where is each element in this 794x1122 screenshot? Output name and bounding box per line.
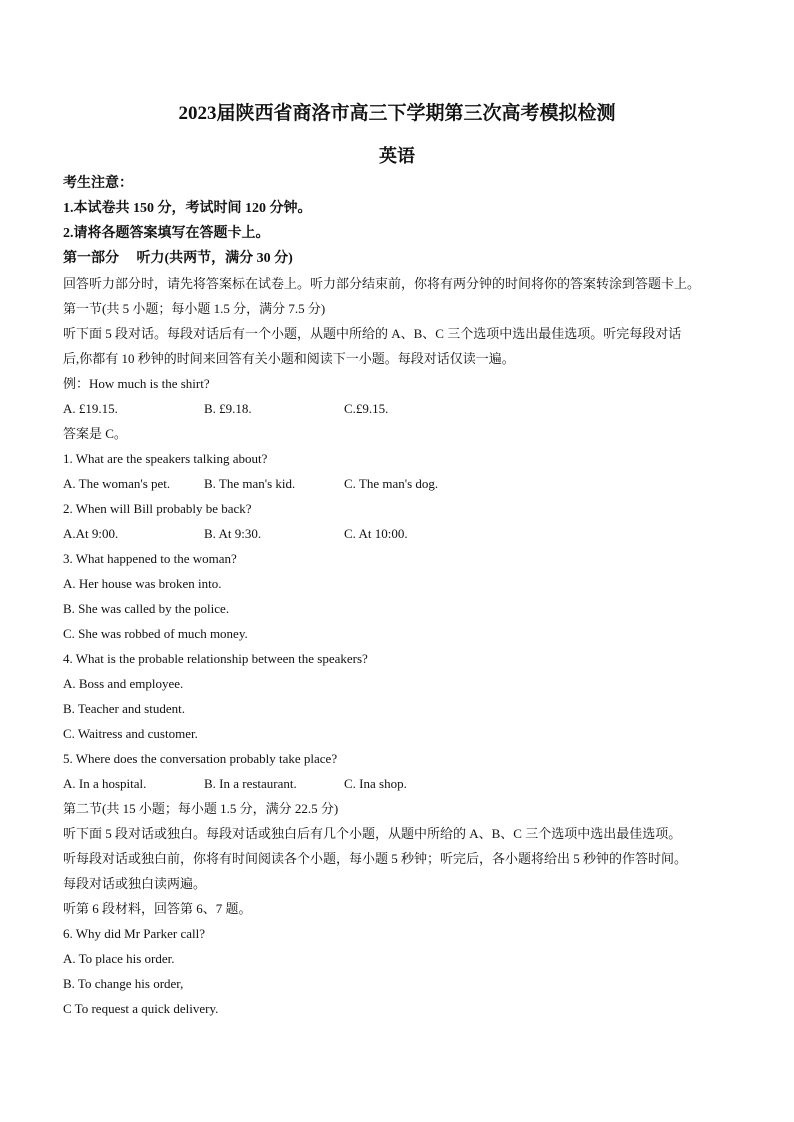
exam-subject: 英语 (379, 146, 415, 167)
question-5-option-c: C. Ina shop. (344, 776, 407, 791)
question-3: 3. What happened to the woman? (63, 551, 237, 566)
question-6-option-b: B. To change his order, (63, 976, 184, 991)
question-5-option-b: B. In a restaurant. (204, 776, 297, 791)
question-6: 6. Why did Mr Parker call? (63, 926, 205, 941)
question-3-option-c: C. She was robbed of much money. (63, 626, 248, 641)
exam-title: 2023届陕西省商洛市高三下学期第三次高考模拟检测 (178, 103, 616, 124)
question-4-option-b: B. Teacher and student. (63, 701, 185, 716)
question-3-option-b: B. She was called by the police. (63, 601, 230, 616)
notice-heading: 考生注意： (63, 176, 133, 191)
notice-item-1: 1.本试卷共 150 分，考试时间 120 分钟。 (63, 201, 312, 216)
material-6-intro: 听第 6 段材料，回答第 6、7 题。 (63, 901, 252, 916)
notice-item-2: 2.请将各题答案填写在答题卡上。 (63, 226, 270, 241)
question-4-option-a: A. Boss and employee. (63, 676, 184, 691)
section1-instruction-2: 后,你都有 10 秒钟的时间来回答有关小题和阅读下一小题。每段对话仅读一遍。 (63, 351, 515, 366)
example-question: 例：How much is the shirt? (63, 376, 210, 391)
question-5-option-a: A. In a hospital. (63, 776, 147, 791)
part1-heading: 第一部分 听力(共两节，满分 30 分) (63, 251, 293, 266)
question-6-option-c: C To request a quick delivery. (63, 1001, 219, 1016)
question-6-option-a: A. To place his order. (63, 951, 175, 966)
question-1-option-a: A. The woman's pet. (63, 476, 171, 491)
question-2: 2. When will Bill probably be back? (63, 501, 252, 516)
part1-instruction: 回答听力部分时，请先将答案标在试卷上。听力部分结束前，你将有两分钟的时间将你的答案转涂到答题卡上。 (63, 276, 701, 291)
section2-instruction-1: 听下面 5 段对话或独白。每段对话或独白后有几个小题，从题中所给的 A、B、C 三个选项中选出最佳选项。 (63, 826, 682, 841)
question-1: 1. What are the speakers talking about? (63, 451, 268, 466)
question-2-option-b: B. At 9:30. (204, 526, 262, 541)
question-4: 4. What is the probable relationship between the speakers? (63, 651, 368, 666)
example-option-c: C.£9.15. (344, 401, 389, 416)
example-option-a: A. £19.15. (63, 401, 118, 416)
example-option-b: B. £9.18. (204, 401, 252, 416)
section2-instruction-3: 每段对话或独白读两遍。 (63, 876, 207, 891)
question-2-option-c: C. At 10:00. (344, 526, 408, 541)
question-3-option-a: A. Her house was broken into. (63, 576, 222, 591)
example-answer: 答案是 C。 (63, 426, 127, 441)
question-1-option-b: B. The man's kid. (204, 476, 296, 491)
section2-instruction-2: 听每段对话或独白前，你将有时间阅读各个小题，每小题 5 秒钟；听完后，各小题将给出 5 秒钟的作答时间。 (63, 851, 688, 866)
section1-heading: 第一节(共 5 小题；每小题 1.5 分，满分 7.5 分) (63, 301, 326, 316)
question-2-option-a: A.At 9:00. (63, 526, 119, 541)
section2-heading: 第二节(共 15 小题；每小题 1.5 分，满分 22.5 分) (63, 801, 339, 816)
question-5: 5. Where does the conversation probably take place? (63, 751, 338, 766)
question-1-option-c: C. The man's dog. (344, 476, 439, 491)
question-4-option-c: C. Waitress and customer. (63, 726, 198, 741)
section1-instruction-1: 听下面 5 段对话。每段对话后有一个小题，从题中所给的 A、B、C 三个选项中选出最佳选项。听完每段对话 (63, 326, 682, 341)
